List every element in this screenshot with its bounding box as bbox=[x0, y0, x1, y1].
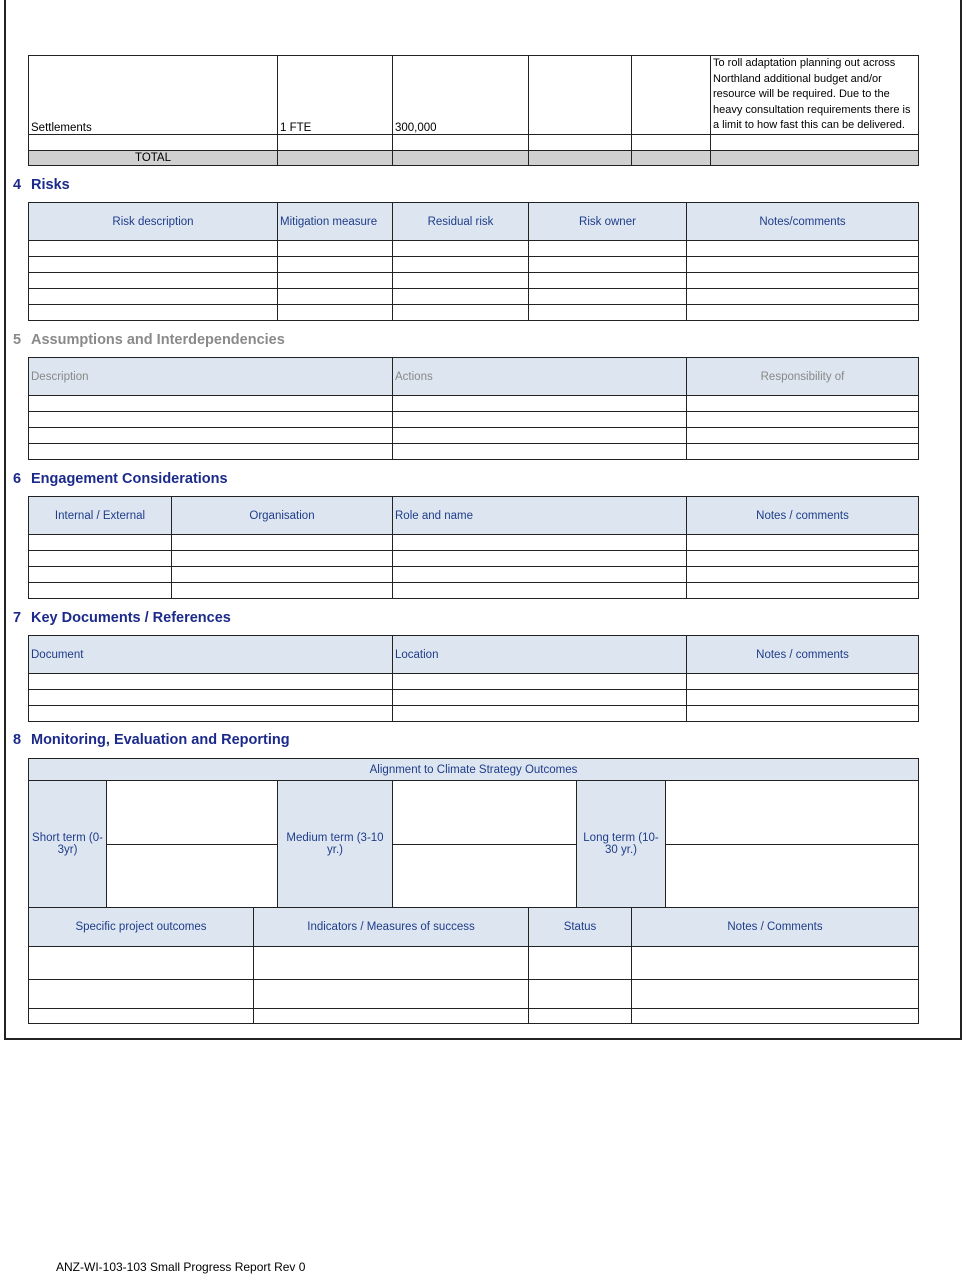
budget-amount: 300,000 bbox=[393, 56, 529, 135]
table-row[interactable] bbox=[29, 980, 919, 1009]
budget-item: Settlements bbox=[29, 56, 278, 135]
documents-table bbox=[28, 635, 919, 722]
short-term-label: Short term (0-3yr) bbox=[29, 781, 107, 908]
table-row[interactable] bbox=[29, 551, 919, 567]
table-row[interactable] bbox=[29, 690, 919, 706]
budget-table bbox=[28, 55, 919, 166]
long-term-label: Long term (10-30 yr.) bbox=[577, 781, 666, 908]
total-label: TOTAL bbox=[29, 150, 278, 165]
table-row[interactable] bbox=[29, 947, 919, 980]
section-heading-risks: 4 Risks bbox=[13, 177, 70, 193]
long-term-cell[interactable] bbox=[666, 781, 919, 845]
col-header: Role and name bbox=[393, 497, 687, 535]
col-header: Residual risk bbox=[393, 203, 529, 241]
section-heading-documents: 7 Key Documents / References bbox=[13, 610, 231, 626]
col-header: Actions bbox=[393, 358, 687, 396]
col-header: Organisation bbox=[172, 497, 393, 535]
budget-cell[interactable] bbox=[529, 56, 632, 135]
table-row[interactable] bbox=[29, 583, 919, 599]
table-row[interactable] bbox=[29, 305, 919, 321]
budget-fte: 1 FTE bbox=[278, 56, 393, 135]
total-row bbox=[29, 150, 919, 165]
col-header: Notes / Comments bbox=[632, 908, 919, 947]
table-row[interactable] bbox=[29, 273, 919, 289]
col-header: Description bbox=[29, 358, 393, 396]
col-header: Risk owner bbox=[529, 203, 687, 241]
alignment-table bbox=[28, 758, 919, 908]
table-row[interactable] bbox=[29, 674, 919, 690]
table-row[interactable] bbox=[29, 396, 919, 412]
assumptions-table bbox=[28, 357, 919, 460]
outcomes-table bbox=[28, 907, 919, 1024]
budget-notes: To roll adaptation planning out across Northland additional budget and/or resource will be required. Due to the heavy consultation requirements there is a limit to how fast this can be delivered. bbox=[711, 56, 919, 135]
col-header: Mitigation measure bbox=[278, 203, 393, 241]
table-row bbox=[29, 134, 919, 150]
col-header: Responsibility of bbox=[687, 358, 919, 396]
table-row bbox=[29, 56, 919, 135]
col-header: Notes / comments bbox=[687, 497, 919, 535]
col-header: Status bbox=[529, 908, 632, 947]
table-row[interactable] bbox=[29, 1009, 919, 1024]
table-row[interactable] bbox=[29, 412, 919, 428]
risks-table bbox=[28, 202, 919, 321]
document-footer: ANZ-WI-103-103 Small Progress Report Rev 0 bbox=[56, 1260, 306, 1274]
table-row[interactable] bbox=[29, 567, 919, 583]
medium-term-cell[interactable] bbox=[393, 845, 577, 908]
table-row[interactable] bbox=[29, 257, 919, 273]
col-header: Risk description bbox=[29, 203, 278, 241]
medium-term-cell[interactable] bbox=[393, 781, 577, 845]
engagement-table bbox=[28, 496, 919, 599]
table-row[interactable] bbox=[29, 241, 919, 257]
table-row[interactable] bbox=[29, 428, 919, 444]
short-term-cell[interactable] bbox=[107, 781, 278, 845]
short-term-cell[interactable] bbox=[107, 845, 278, 908]
budget-cell[interactable] bbox=[632, 56, 711, 135]
col-header: Indicators / Measures of success bbox=[254, 908, 529, 947]
col-header: Notes / comments bbox=[687, 636, 919, 674]
table-row[interactable] bbox=[29, 706, 919, 722]
medium-term-label: Medium term (3-10 yr.) bbox=[278, 781, 393, 908]
table-row[interactable] bbox=[29, 289, 919, 305]
table-row[interactable] bbox=[29, 535, 919, 551]
col-header: Location bbox=[393, 636, 687, 674]
alignment-header: Alignment to Climate Strategy Outcomes bbox=[29, 759, 919, 781]
section-heading-monitoring: 8 Monitoring, Evaluation and Reporting bbox=[13, 732, 290, 748]
section-heading-assumptions: 5 Assumptions and Interdependencies bbox=[13, 332, 285, 348]
section-heading-engagement: 6 Engagement Considerations bbox=[13, 471, 228, 487]
table-row[interactable] bbox=[29, 444, 919, 460]
col-header: Document bbox=[29, 636, 393, 674]
long-term-cell[interactable] bbox=[666, 845, 919, 908]
col-header: Internal / External bbox=[29, 497, 172, 535]
col-header: Notes/comments bbox=[687, 203, 919, 241]
col-header: Specific project outcomes bbox=[29, 908, 254, 947]
